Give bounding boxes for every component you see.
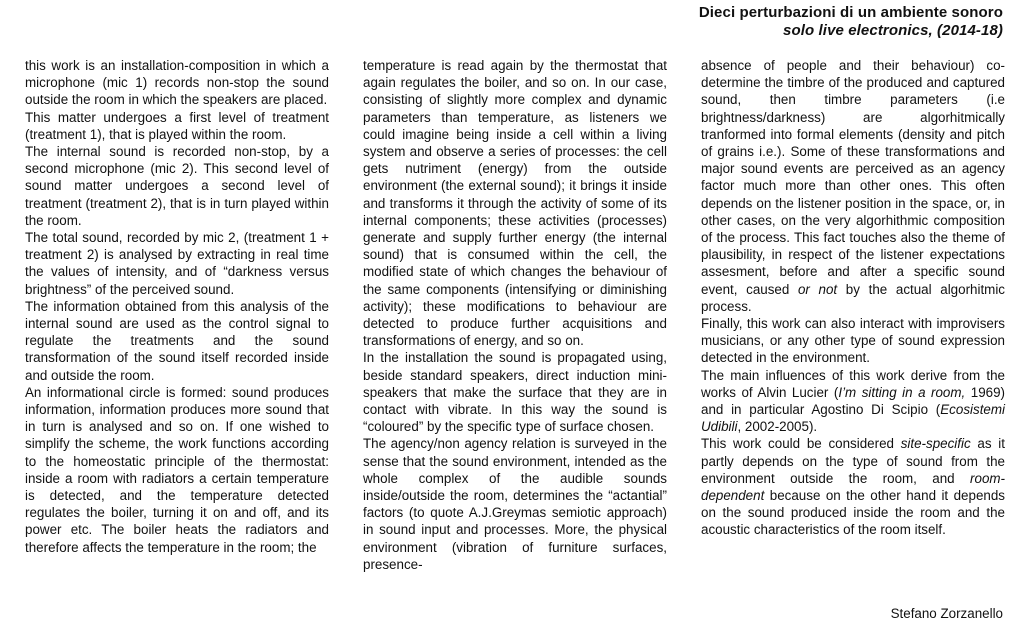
- author-name: Stefano Zorzanello: [890, 606, 1003, 621]
- text-columns: [25, 57, 1005, 573]
- paragraph: This work could be considered site-specific as it partly depends on the type of sound from the environment outside the room, and room-dependent because on the other hand it depends on the sound produced inside the room and the acoustic characteristics of the room itself.: [701, 436, 1005, 538]
- document-title: [699, 4, 1003, 39]
- paragraph: The internal sound is recorded non-stop, by a second microphone (mic 2). This second level of sound matter undergoes a second level of treatment (treatment 2), that is in turn played within the room.: [25, 144, 329, 228]
- title-line1: Dieci perturbazioni di un ambiente sonoro: [698, 4, 1003, 21]
- paragraph: The agency/non agency relation is surveyed in the sense that the sound environment, intended as the whole complex of the audible sounds inside/outside the room, determines the “actantial” factors (to quote A.J.Greymas semiotic approach) in sound input and processes. More, the physical environment (vibration of furniture surfaces, presence-: [363, 436, 667, 572]
- column-1: [25, 57, 329, 573]
- paragraph: temperature is read again by the thermostat that again regulates the boiler, and so on. In our case, consisting of slightly more complex and dynamic parameters than temperature, as listeners we could imagine being inside a cell within a living system and observe a series of processes: the cell gets nutriment (energy) from the outside environment (the external sound); it brings it inside and transforms it through the activity of some of its internal components; these activities (processes) generate and supply further energy (the internal sound) that is consumed within the cell, the modified state of which changes the behaviour of the same components (intensifying or diminishing activity); these modifications to behaviour are detected to produce further acquisitions and transformations of energy, and so on.: [363, 58, 667, 349]
- column-2: [363, 57, 667, 573]
- paragraph: This matter undergoes a first level of treatment (treatment 1), that is played within the room.: [25, 109, 329, 142]
- paragraph: The main influences of this work derive from the works of Alvin Lucier (I’m sitting in a room, 1969) and in particular Agostino Di Scipio (Ecosistemi Udibili, 2002-2005).: [701, 367, 1006, 435]
- column-3: [701, 57, 1005, 573]
- paragraph: absence of people and their behaviour) co-determine the timbre of the produced and captured sound, then timbre parameters (i.e brightness/darkness) are algorhitmically tranformed into formal elements (density and pitch of grains i.e.). Some of these transformations and major sound events are perceived as an agency factor much more than other ones. This often depends on the listener position in the space, or, in other cases, on the very algorhithmic composition of the process. This fact touches also the theme of plausibility, in respect of the listener expectations assesment, before and after a specific sound event, caused or not by the actual algorhitmic process.: [701, 58, 1005, 314]
- paragraph: this work is an installation-composition in which a microphone (mic 1) records non-stop the sound outside the room in which the speakers are placed.: [25, 58, 329, 108]
- paragraph: An informational circle is formed: sound produces information, information produces more sound that in turn is analysed and so on. If one wished to simplify the scheme, the work functions according to the homeostatic principle of the thermostat: inside a room with radiators a certain temperature is detected, and the temperature detected regulates the boiler, turning it on and off, and its power etc. The boiler heats the radiators and therefore affects the temperature in the room; the: [25, 384, 329, 555]
- paragraph: The information obtained from this analysis of the internal sound are used as the control signal to regulate the treatments and the sound transformation of the sound itself recorded inside and outside the room.: [25, 298, 329, 383]
- title-line2: solo live electronics, (2014-18): [783, 21, 1003, 39]
- paragraph: In the installation the sound is propagated using, beside standard speakers, direct induction mini-speakers that make the surface that they are in contact with vibrate. In this way the sound is “coloured” by the specific type of surface chosen.: [363, 350, 667, 435]
- paragraph: The total sound, recorded by mic 2, (treatment 1 + treatment 2) is analysed by extracting in real time the values of intensity, and of “darkness versus brightness” of the perceived sound.: [25, 230, 329, 297]
- paragraph: Finally, this work can also interact with improvisers musicians, or any other type of sound expression detected in the environment.: [701, 316, 1005, 366]
